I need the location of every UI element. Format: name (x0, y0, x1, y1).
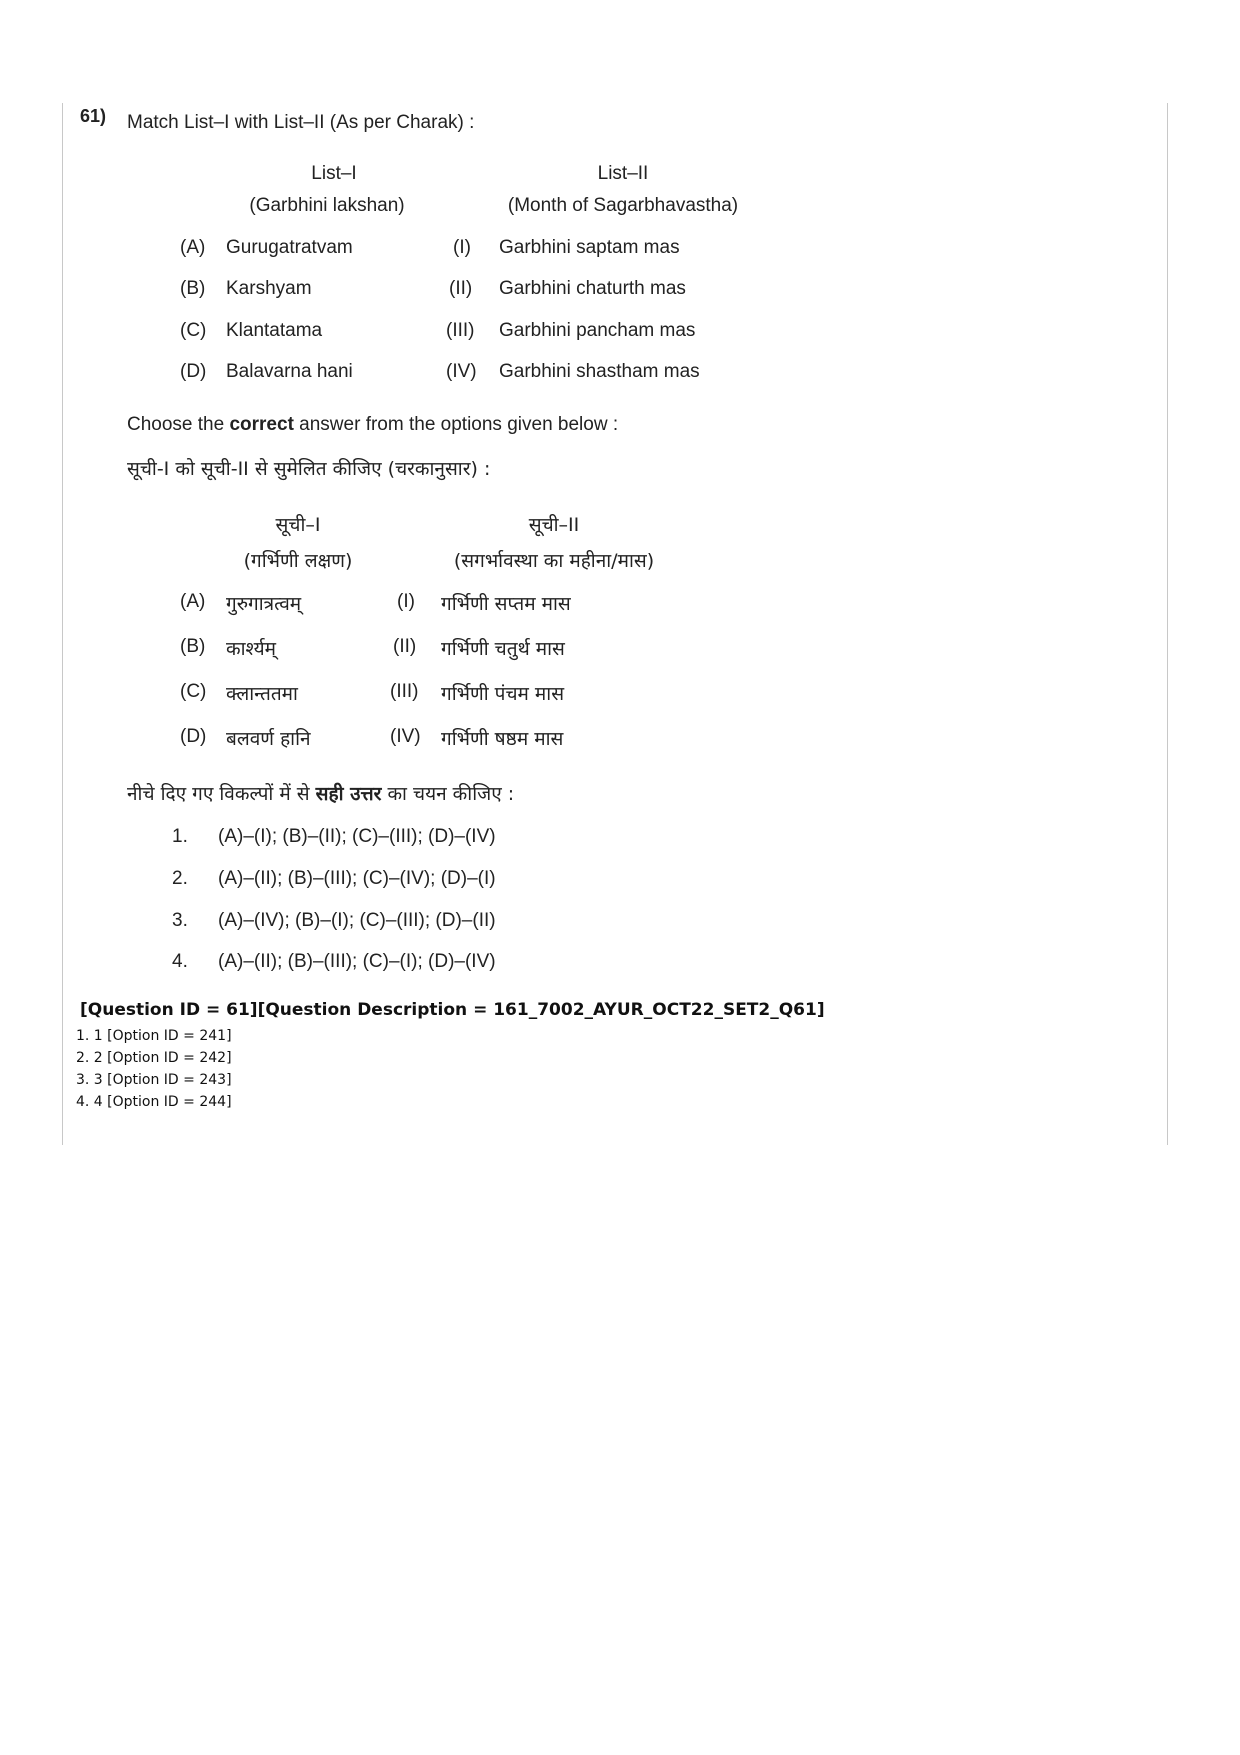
english-row-ii-term: Garbhini chaturth mas (499, 278, 686, 299)
english-prompt: Match List–I with List–II (As per Charak) : (127, 112, 475, 133)
question-number: 61) (80, 106, 107, 126)
hindi-choose-instruction: नीचे दिए गए विकल्पों में से सही उत्तर का चयन कीजिए : (127, 783, 515, 805)
option-4-text[interactable]: (A)–(II); (B)–(III); (C)–(I); (D)–(IV) (218, 951, 496, 972)
english-choose-instruction: Choose the correct answer from the options given below : (127, 414, 619, 435)
english-row-iii-label: (III) (446, 320, 475, 341)
hindi-list1-subtitle: (गर्भिणी लक्षण) (243, 550, 353, 572)
option-id-4: 4. 4 [Option ID = 244] (76, 1094, 232, 1110)
english-row-d-label: (D) (180, 361, 207, 382)
english-row-c-term: Klantatama (226, 320, 323, 341)
hindi-row-d-label: (D) (180, 726, 207, 747)
hindi-row-d-term: बलवर्ण हानि (226, 728, 311, 750)
english-row-iv-label: (IV) (446, 361, 477, 382)
english-row-a-label: (A) (180, 237, 206, 258)
question-id-line: [Question ID = 61][Question Description = 161_7002_AYUR_OCT22_SET2_Q61] (80, 1000, 825, 1020)
option-3-number: 3. (172, 910, 188, 931)
hindi-row-a-label: (A) (180, 591, 206, 612)
hindi-row-iv-term: गर्भिणी षष्ठम मास (441, 728, 564, 750)
hindi-row-b-label: (B) (180, 636, 206, 657)
option-1-text[interactable]: (A)–(I); (B)–(II); (C)–(III); (D)–(IV) (218, 826, 496, 847)
english-row-d-term: Balavarna hani (226, 361, 353, 382)
option-id-3: 3. 3 [Option ID = 243] (76, 1072, 232, 1088)
hindi-list2-subtitle: (सगर्भावस्था का महीना/मास) (453, 550, 655, 572)
option-id-2: 2. 2 [Option ID = 242] (76, 1050, 232, 1066)
hindi-row-b-term: कार्श्यम् (226, 638, 276, 660)
english-row-a-term: Gurugatratvam (226, 237, 353, 258)
hindi-row-a-term: गुरुगात्रत्वम् (226, 593, 302, 615)
hindi-row-iii-label: (III) (390, 681, 419, 702)
option-3-text[interactable]: (A)–(IV); (B)–(I); (C)–(III); (D)–(II) (218, 910, 496, 931)
hindi-prompt: सूची-I को सूची-II से सुमेलित कीजिए (चरकानुसार) : (127, 458, 491, 480)
hindi-list1-title: सूची–I (275, 514, 321, 536)
hindi-row-i-term: गर्भिणी सप्तम मास (441, 593, 571, 615)
hindi-row-ii-term: गर्भिणी चतुर्थ मास (441, 638, 565, 660)
english-row-iv-term: Garbhini shastham mas (499, 361, 700, 382)
hindi-row-c-label: (C) (180, 681, 207, 702)
option-4-number: 4. (172, 951, 188, 972)
left-border (62, 103, 63, 1145)
hindi-list2-title: सूची–II (528, 514, 580, 536)
english-row-ii-label: (II) (449, 278, 473, 299)
english-row-iii-term: Garbhini pancham mas (499, 320, 696, 341)
english-row-i-label: (I) (453, 237, 471, 258)
english-list1-subtitle: (Garbhini lakshan) (249, 195, 405, 216)
english-row-b-label: (B) (180, 278, 206, 299)
hindi-row-ii-label: (II) (393, 636, 417, 657)
hindi-row-i-label: (I) (397, 591, 415, 612)
english-row-i-term: Garbhini saptam mas (499, 237, 680, 258)
english-row-b-term: Karshyam (226, 278, 312, 299)
english-row-c-label: (C) (180, 320, 207, 341)
hindi-row-iii-term: गर्भिणी पंचम मास (441, 683, 565, 705)
hindi-row-c-term: क्लान्ततमा (226, 683, 298, 705)
english-list2-title: List–II (597, 163, 649, 184)
option-1-number: 1. (172, 826, 188, 847)
english-list2-subtitle: (Month of Sagarbhavastha) (507, 195, 739, 216)
option-id-1: 1. 1 [Option ID = 241] (76, 1028, 232, 1044)
option-2-text[interactable]: (A)–(II); (B)–(III); (C)–(IV); (D)–(I) (218, 868, 496, 889)
hindi-row-iv-label: (IV) (390, 726, 421, 747)
right-border (1167, 103, 1168, 1145)
option-2-number: 2. (172, 868, 188, 889)
english-list1-title: List–I (311, 163, 357, 184)
